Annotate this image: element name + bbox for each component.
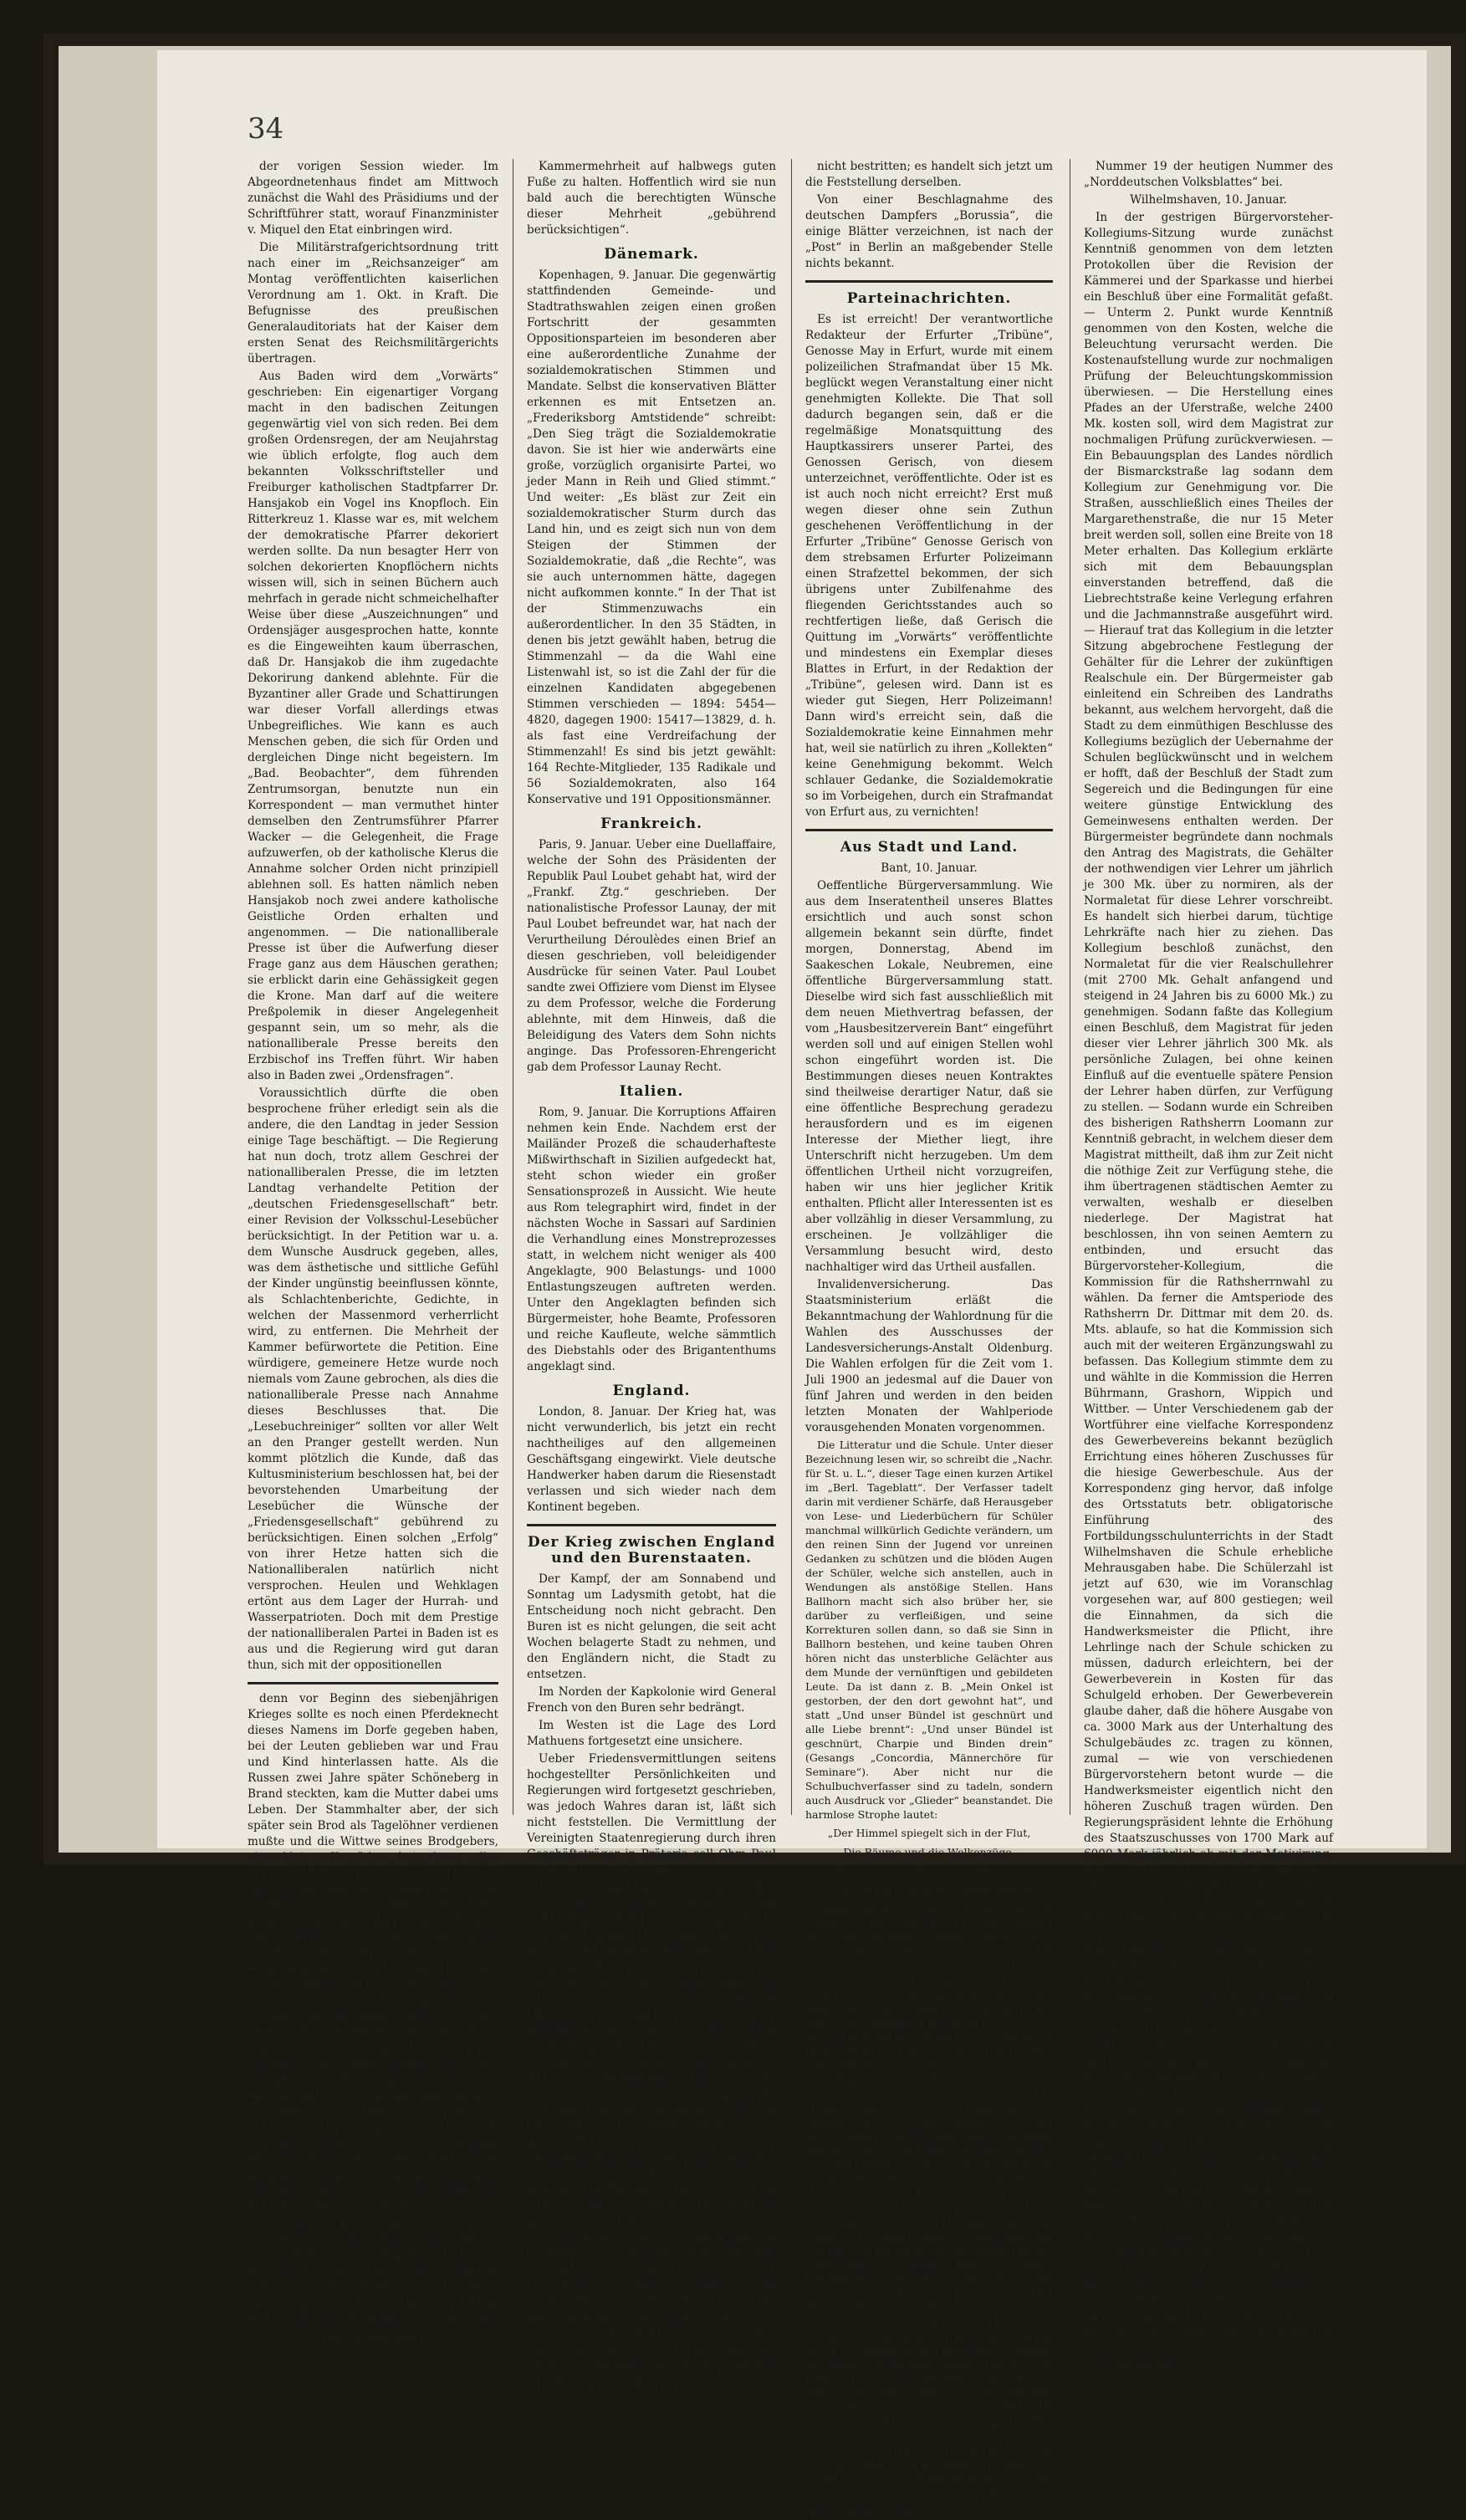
paragraph: Die Militärstrafgerichtsordnung tritt nach einer im „Reichsanzeiger“ am Montag veröffentlichten kaiserlichen Verordnung am 1. Okt. in Kraft. Die Befugnisse des preußischen Generalauditoriats hat der Kaiser dem ersten Senat des Reichsmilitärgerichts übertragen. [248, 241, 498, 365]
paragraph: Die Beschlagnahme deutscher Schiffe, die benützt werden sollte, um die Flottenbegeisterung zu verallgemeinern und den Haß des Volkes gegen England zu schüren, ist im Verlauf der Zeit doch nicht so ganz unbedenklich, scheint auf dem Wege der Verständigung ihre Erledigung zu finden. In Betreff des Dampfers „Bundesrath“ sind nach offiziöser Mittheilung der „Post“ die zur völligen Klarstellung des Falles nothwendigen Erhebungen noch nicht zu Ende gediehen, so daß ein abschließendes Urtheil zur Zeit noch nicht abgegeben werden kann. Die Post des Dampfers „Bundesrath“ wird von dem deutschen Kreuzer „Condor“ nach der Delagoabai befördert. Zur Beschlagnahme des Dampfers „Herzog“ berichtet Reuters Bureau aus Durban vom Sonntag: Der Dampfer „Herzog“ wurde im Norden der Delagoabai in Beschlag genommen und dann dem Prisengericht überantwortet. Der portugiesische Gouverneur des Zambesi-Distrikts befindet sich unter den Passagieren, die nach der Delagoabai gehen wollen. Die Seebehörden boten ihm Fahrt durch die Stadt an einem Regierungsschiff an. [527, 1881, 776, 2323]
section-heading-krieg: Der Krieg zwischen England und den Burenstaaten. [527, 1534, 776, 1567]
paragraph: Nummer 19 der heutigen Nummer des „Norddeutschen Volksblattes“ bei. [1084, 160, 1333, 189]
column-4 [1084, 159, 1333, 2371]
paragraph: der vorigen Session wieder. Im Abgeordnetenhaus findet am Mittwoch zunächst die Wahl des Präsidiums und der Schriftführer statt, worauf Finanzminister v. Miquel den Etat einbringen wird. [248, 160, 498, 237]
section-rule [805, 829, 1053, 831]
section-heading-italien: Italien. [619, 1083, 684, 1100]
paragraph: Die Angelegenheit des Dampfers „Generals“ ist erledigt bis auf die Entschädigungszahlung; die Verpflichtung zu solcher wird englischerseits [527, 2328, 776, 2389]
page-number: 34 [248, 112, 284, 146]
paragraph: Im Westen ist die Lage des Lord Mathuens fortgesetzt eine unsichere. [527, 1719, 776, 1748]
section-heading-daenemark: Dänemark. [604, 246, 699, 263]
paragraph: Von der „Gesundheitswarte“, der vierzehntägig erscheinenden Gratisbeilage unserer [805, 2473, 1053, 2518]
paragraph: Der Kampf, der am Sonnabend und Sonntag um Ladysmith getobt, hat die Entscheidung noch nicht gebracht. Den Buren ist es nicht gelungen, die seit acht Wochen belagerte Stadt zu nehmen, und den Engländern nicht, die Stadt zu entsetzen. [527, 1572, 776, 1681]
poem-line: Wir tauchen darinnen auf und nieder [830, 1865, 1028, 1878]
paragraph: Bürgervorsteher Focken regte sodann die Herabsetzung des Verpflegungssatzes des Krankenhauses für die Krankenkassen an und wünschte Auskunft über den Stand der Dinge. Der Bürgermeister legte sodann seine Antipathie gegen die Herabsetzung zu Tage, wonach er zum Ausdruck brachte, daß der Magistrat nicht einen Kassenbeitrag anzubringen, daß ihm die Sache nicht von der Stelle kommen will. Ihm sei dabei eine Veränderung der Krankenhaus-Verwaltung nicht möglich, da er die Verminderung des Personals im Krankenhause vorhaltbaren hätte, da oder auch nicht, so daß die Stadt den entstehenden Ausfall der Einnahmen tragen müßte. Wenn die Krankenkassen für eine bestimmte Einnahme garantieren würden, ferner wenn die Patienten der Kassen ausschließlich dem Wilhelmshavener [1084, 2040, 1333, 2371]
section-heading-parteinachrichten: Parteinachrichten. [846, 290, 1012, 307]
paragraph: nicht bestritten; es handelt sich jetzt um die Feststellung derselben. [805, 160, 1053, 189]
dateline: Bant, 10. Januar. [881, 861, 978, 875]
poem-line: Spielfüßig die schlanken weißen Glieder.“ [818, 1884, 1040, 1897]
poem-line: Die Bäume und die Wolkenzüge, [843, 1846, 1015, 1858]
section-heading-frankreich: Frankreich. [600, 815, 702, 832]
paragraph: Invalidenversicherung. Das Staatsministerium erläßt die Bekanntmachung der Wahlordnung für die Wahlen des Ausschusses der Landesversicherungs-Anstalt Oldenburg. Die Wahlen erfolgen für die Zeit vom 1. Juli 1900 an jedesmal auf die Dauer von fünf Jahren und werden in den beiden letzten Monaten der Wahlperiode vorausgehenden Monaten vorgenommen. [805, 1278, 1053, 1434]
continued-note: (Fortsetzung folgt.) [324, 2333, 422, 2345]
paragraph: Von einer Beschlagnahme des deutschen Dampfers „Borussia“, die einige Blätter verzeichnen, ist nach der „Post“ in Berlin an maßgebender Stelle nichts bekannt. [805, 193, 1053, 270]
paragraph-small: Die Litteratur und die Schule. Unter dieser Bezeichnung lesen wir, so schreibt die „Nachr. für St. u. L.“, dieser Tage einen kurzen Artikel im „Berl. Tageblatt“. Der Verfasser tadelt darin mit verdiener Schärfe, daß Herausgeber von Lese- und Liederbüchern für Schüler manchmal willkürlich Gedichte verändern, um den reinen Sinn der Jugend vor unreinen Gedanken zu schützen und die blöden Augen der Schüler, welche sich anstellen, auch in Wendungen als anstößige Stellen. Hans Ballhorn macht sich also brüber her, sie darüber zu verfleißigen, und seine Korrekturen sollen dann, so daß sie Sinn in Ballhorn bestehen, und keine tauben Ohren hören nicht das unsterbliche Gelächter aus dem Munde der vernünftigen und gebildeten Leute. Da ist dann z. B. „Mein Onkel ist gestorben, der den dort gewohnt hat“, und statt „Und unser Bündel ist geschnürt und alle Liebe brennt“: „Und unser Bündel ist geschnürt, Charpie und Binden drein“ (Gesangs „Concordia, Männerchöre für Seminare“). Aber nicht nur die Schulbuchverfasser sind zu tadeln, sondern auch Ausdruck vor „Glieder“ beanstandet. Die harmlose Strophe lautet: [805, 1439, 1053, 1821]
paragraph: In der gestrigen Bürgervorsteher-Kollegiums-Sitzung wurde zunächst Kenntniß genommen von dem letzten Protokollen über die Revision der Kämmerei und der Sparkasse und hierbei ein Beschluß über eine Formalität gefaßt. — Unterm 2. Punkt wurde Kenntniß genommen von den Kosten, welche die Beleuchtung verursacht werden. Die Kostenaufstellung wurde zur nochmaligen Prüfung der Beleuchtungskommission überwiesen. — Die Herstellung eines Pfades an der Uferstraße, welche 2400 Mk. kosten soll, wird dem Magistrat zur nochmaligen Prüfung zurückverwiesen. — Ein Bebauungsplan des Landes nördlich der Bismarckstraße lag sodann dem Kollegium zur Genehmigung vor. Die Straßen, ausschließlich eines Theiles der Margarethenstraße, die nur 15 Meter breit werden soll, sollen eine Breite von 18 Meter erhalten. Das Kollegium erklärte sich mit dem Bebauungsplan einverstanden betreffend, daß die Liebrechtstraße keine Verlegung erfahren und die Jachmannstraße ausgeführt wird. — Hierauf trat das Kollegium in die letzter Sitzung abgebrochene Festlegung der Gehälter für die Lehrer der zukünftigen Realschule ein. Der Bürgermeister gab einleitend ein Schreiben des Landraths bekannt, aus welchem hervorgeht, daß die Stadt zu dem einmüthigen Beschlusse des Kollegiums bezüglich der Uebernahme der Schulen beglückwünscht und in welchem er hofft, daß der Beschluß der Stadt zum Segereich und die Bedingungen für eine weitere günstige Entwicklung des Gemeinwesens enthalten werden. Der Bürgermeister begründete dann nochmals den Antrag des Magistrats, die Gehälter der nothwendigen vier Lehrer um jährlich je 300 Mk. über zu normiren, als der Normaletat für diese Lehrer vorschreibt. Es handelt sich hierbei darum, tüchtige Lehrkräfte nach hier zu ziehen. Das Kollegium beschloß zunächst, den Normaletat für die vier Realschullehrer (mit 2700 Mk. Gehalt anfangend und steigend in 24 Jahren bis zu 6000 Mk.) zu genehmigen. Sodann faßte das Kollegium einen Beschluß, dem Magistrat für jeden dieser vier Lehrer jährlich 300 Mk. als persönliche Zulagen, bei ohne keinen Einfluß auf die eventuelle spätere Pension der Lehrer haben dürfen, zur Verfügung zu stellen. — Sodann wurde ein Schreiben des bisherigen Rathsherrn Loomann zur Kenntniß gebracht, in welchem dieser dem Magistrat mittheilt, daß ihm zur Zeit nicht die nöthige Zeit zur Verfügung stehe, die ihm übertragenen städtischen Aemter zu verwalten, weshalb er dieselben niederlege. Der Magistrat hat beschlossen, ihn von seinen Aemtern zu entbinden, und ersucht das Bürgervorsteher-Kollegium, die Kommission für die Rathsherrnwahl zu wählen. Da ferner die Amtsperiode des Rathsherrn Dr. Dittmar mit dem 20. ds. Mts. ablaufe, so hat die Kommission sich auch mit der weiteren Ergänzungswahl zu befassen. Das Kollegium stimmte dem zu und wählte in die Kommission die Herren Bührmann, Grashorn, Wippich und Wittber. — Unter Verschiedenem gab der Wortführer eine vielfache Korrespondenz des Gewerbevereins bekannt bezüglich Errichtung eines höheren Zuschusses für die hiesige Gewerbeschule. Aus der Korrespondenz ging hervor, daß infolge des Ortsstatuts betr. obligatorische Einführung des Fortbildungsschulunterrichts in der Stadt Wilhelmshaven die Schule erhebliche Mehrausgaben habe. Die Schülerzahl ist jetzt auf 630, wie im Voranschlag vorgesehen war, auf 800 gestiegen; weil die Einnahmen, da sich die Handwerksmeister die Pflicht, ihre Lehrlinge nach der Schule schicken zu müssen, dadurch erleichtern, bei der Gewerbeverein in Kosten für das Schulgeld erhoben. Der Gewerbeverein glaube daher, daß die höhere Ausgabe von ca. 3000 Mark aus der Unterhaltung des Schulgebäudes zc. tragen zu können, zumal — wie von verschiedenen Bürgervorstehern betont wurde — die Handwerksmeister eigentlich nicht den höheren Zuschuß tragen würden. Den Regierungspräsident lehnte die Erhöhung des Staatszuschusses von 1700 Mark auf 6000 Mark jährlich ab mit der Motivirung, daß wohl die Ausgaben beschränkt und eine höheres Schulgeld erhoben werden könnte. Ferner sei es nur billig, wenn die Stadt einen höheren Zuschuß leiste, da ja durch die Gewerbeschule der Gewerbestand im Allgemeinen günstig beeinflußt würde. Auf Grund dieses Schreibens ersucht der Gewerbeverein, den Zuschuß der Stadt von jährlich 1500 Mk. auf 2500 Mk. zu erhöhen. Diesem Antrag wird zugestimmt. [1084, 211, 1333, 2036]
paragraph: Kammermehrheit auf halbwegs guten Fuße zu halten. Hoffentlich wird sie nun bald auch die berechtigten Wünsche dieser Mehrheit „gebührend berücksichtigen“. [527, 160, 776, 237]
column-1 [248, 159, 498, 2345]
paragraph-small: Dieses Gedicht enthält, so berichten die „Nachr.“, die „weißen“ Glieder können unlautere Gedanken erregen. Gegen solche Schulbuchverfasser ist nichts zu sagen. Wir können das nur begrüßen. Da ist doch Kindern nicht gut. Der eigentliche Litteratur gefällt werden. Welche sie besser gegen das heimliche Kind, sehen wir es ein: Wir heimlichen Penaten zu ergreifen, hier. Wo und verbart geboren wurde, wo ein Dr. Ostermann lange segensreich wirkte, solle man ungern sein! Unmöglich? — Wie manche Fabel aber vorsichtiger Weise nach, wo 0 Staunen, wir finden in dem vielgebrauchten „Jugendfreunde“ Seite 128 wirklich das Wort „weiße Glieder“ „lange Glieder“. Wie kam das? Kobold Zufall wird wohl beteiligt gewesen sein. Aber diese freudige Anekdote aus dem Tische. Ein paar Lesebuchverfasser haben unter anderm die Märchen im Stillen: „Der Arme und der Reiche“. Der Herr sprach auf die Erde, und vorbei so mit reichen Mann, so verlangte er seinen Lohn, allein ehrlicher Mann hat diesen freundlich aufgenommen und mit den einfachen Gaben seines Tisches, Milch und Kartoffeln, bewirtet. Darauf bescheidene Anfrage: „Was ist denn Schimmes daran?“ Der pädagogisch und litterarisch mehrscheinlich wenig gebildete Herr, der keine Ahnung von der heimlichen Prüfung des Märchens Kirchberg hat, hat als einzig denkbares es sich der Bibel die sinnige poetische Vermenschlichung Gottes ein Greuel ist, meint gelassen: „So ist das Kindern nicht gut, wenn — so sagt: Wie kann so ein Tischer sitzt und ist und trinkt.“ Da können schüchterne Einwendung: „Erzählt uns nicht auch die heilige Schrift, daß Gott bei Abraham zu Tische sitzt und ißt?“ — „Ja, ja — aber doch keine Kartoffeln.“ Tableau. [805, 1903, 1053, 2470]
paragraph: Kopenhagen, 9. Januar. Die gegenwärtig stattfindenden Gemeinde- und Stadtrathswahlen zeigen einen großen Fortschritt der gesammten Oppositionsparteien im besonderen aber eine außerordentliche Zunahme der sozialdemokratischen Stimmen und Mandate. Selbst die konservativen Blätter erkennen es mit Entsetzen an. „Frederiksborg Amtstidende“ schreibt: „Den Sieg trägt die Sozialdemokratie davon. Sie ist hier wie anderwärts eine große, vorzüglich organisirte Partei, wo jeder Mann in Reih und Glied stimmt.“ Und weiter: „Es bläst zur Zeit ein sozialdemokratischer Sturm durch das Land hin, und es zeigt sich nun von dem Steigen der Stimmen der Sozialdemokratie, daß „die Rechte“, was sie auch unternommen hätte, dagegen nicht aufkommen konnte.“ In der That ist der Stimmenzuwachs ein außerordentlicher. In den 35 Städten, in denen bis jetzt gewählt haben, betrug die Stimmenzahl — da die Wahl eine Listenwahl ist, so ist die Zahl der für die einzelnen Kandidaten abgegebenen Stimmen verschieden — 1894: 5454—4820, dagegen 1900: 15417—13829, d. h. als fast eine Verdreifachung der Stimmenzahl! Es sind bis jetzt gewählt: 164 Rechte-Mitglieder, 135 Radikale und 56 Sozialdemokraten, also 164 Konservative und 191 Oppositionsmänner. [527, 268, 776, 806]
newspaper-page [157, 50, 1427, 2518]
poem-line: „Der Himmel spiegelt sich in der Flut, [827, 1827, 1031, 1839]
column-2 [527, 159, 776, 2389]
column-rule [791, 159, 792, 1815]
paragraph: Ueber Friedensvermittlungen seitens hochgestellter Persönlichkeiten und Regierungen wird fortgesetzt geschrieben, was jedoch Wahres daran ist, läßt sich nicht feststellen. Die Vermittlung der Vereinigten Staatenregierung durch ihren Geschäftsträger in Prätoria soll Ohm Paul höflichst abgelehnt haben. [527, 1752, 776, 1877]
paragraph: Voraussichtlich dürfte die oben besprochene früher erledigt sein als die andere, die den Landtag in jeder Session einige Tage beschäftigt. — Die Regierung hat nun doch, trotz allem Geschrei der nationalliberalen Presse, die im letzten Landtag verhandelte Petition der „deutschen Friedensgesellschaft“ betr. einer Revision der Volksschul-Lesebücher berücksichtigt. In der Petition war u. a. dem Wunsche Ausdruck gegeben, alles, was dem ästhetische und sittliche Gefühl der Kinder ungünstig beeinflussen könnte, als Schlachtenberichte, Gedichte, in welchen der Massenmord verherrlicht wird, zu entfernen. Die Mehrheit der Kammer befürwortete die Petition. Eine würdigere, gemeinere Hetze wurde noch niemals vom Zaune gebrochen, als dies die nationalliberale Presse nach Annahme dieses Beschlusses that. Die „Lesebuchreiniger“ sollten vor aller Welt an den Pranger gestellt werden. Nun kommt plötzlich die Kunde, daß das Kultusministerium beschlossen hat, bei der bevorstehenden Umarbeitung der Lesebücher die Wünsche der „Friedensgesellschaft“ gebührend zu berücksichtigen. Einen solchen „Erfolg“ von ihrer Hetze hatten sich die Nationalliberalen natürlich nicht versprochen. Heulen und Wehklagen ertönt aus dem Lager der Hurrah- und Wasserpatrioten. Doch mit dem Prestige der nationalliberalen Partei in Baden ist es aus und die Regierung wird gut daran thun, sich mit der oppositionellen [248, 1086, 498, 1672]
column-3 [805, 159, 1053, 2518]
paragraph: Aus Baden wird dem „Vorwärts“ geschrieben: Ein eigenartiger Vorgang macht in den badischen Zeitungen gegenwärtig viel von sich reden. Bei dem großen Ordensregen, der am Neujahrstag wie üblich erfolgte, flog auch dem bekannten Volksschriftsteller und Freiburger katholischen Stadtpfarrer Dr. Hansjakob ein Vogel ins Knopfloch. Ein Ritterkreuz 1. Klasse war es, mit welchem der demokratische Pfarrer dekoriert werden sollte. Da nun besagter Herr von solchen dekorierten Knopflöchern nichts wissen will, sich in seinen Büchern auch mehrfach in gerade nicht schmeichelhafter Weise über diese „Auszeichnungen“ und Ordensjäger ausgesprochen hatte, konnte es die Eingeweihten kaum überraschen, daß Dr. Hansjakob die ihm zugedachte Dekorirung dankend ablehnte. Für die Byzantiner aller Grade und Schattirungen war dieser Vorfall allerdings etwas Unbegreifliches. Wie kann es auch Menschen geben, die sich für Orden und dergleichen Dinge nicht begeistern. Im „Bad. Beobachter“, dem führenden Zentrumsorgan, benutzte nun ein Korrespondent — man vermuthet hinter demselben den Zentrumsführer Pfarrer Wacker — die Gelegenheit, die Frage aufzuwerfen, ob der katholische Klerus die Annahme solcher Orden nicht prinzipiell ablehnen soll. Es hatten nämlich neben Hansjakob noch zwei andere katholische Geistliche Orden erhalten und angenommen. — Die nationalliberale Presse ist über die Aufwerfung dieser Frage ganz aus dem Häuschen gerathen; sie erblickt darin eine Gehässigkeit gegen die Krone. Man darf auf die weitere Preßpolemik in dieser Angelegenheit gespannt sein, um so mehr, als die nationalliberale Presse bereits den Erzbischof ins Treffen führt. Wir haben also in Baden zwei „Ordensfragen“. [248, 370, 498, 1082]
section-heading-stadt-und-land: Aus Stadt und Land. [840, 839, 1019, 856]
paragraph: Paris, 9. Januar. Ueber eine Duellaffaire, welche der Sohn des Präsidenten der Republik Paul Loubet gehabt hat, wird der „Frankf. Ztg.“ geschrieben. Der nationalistische Professor Launay, der mit Paul Loubet befreundet war, hat nach der Verurtheilung Déroulèdes einen Brief an diesen geschrieben, voll beleidigender Ausdrücke für seinen Vater. Paul Loubet sandte zwei Offiziere vom Dienst im Elysee zu dem Professor, welche die Forderung ablehnte, mit dem Hinweis, daß die Beleidigung des Vaters dem Sohn nichts anginge. Das Professoren-Ehrengericht gab dem Professor Launay Recht. [527, 838, 776, 1074]
section-heading-england: England. [612, 1383, 691, 1399]
section-rule [527, 1524, 776, 1526]
feuilleton-rule [248, 1682, 498, 1684]
paragraph: London, 8. Januar. Der Krieg hat, was nicht verwunderlich, bis jetzt ein recht nachtheiliges auf den allgemeinen Geschäftsgang eingewirkt. Viele deutsche Handwerker haben darum die Riesenstadt verlassen und sich wieder nach dem Kontinent begeben. [527, 1405, 776, 1514]
paragraph: Oeffentliche Bürgerversammlung. Wie aus dem Inseratentheil unseres Blattes ersichtlich und auch sonst schon allgemein bekannt sein dürfte, findet morgen, Donnerstag, Abend im Saakeschen Lokale, Neubremen, eine öffentliche Bürgerversammlung statt. Dieselbe wird sich fast ausschließlich mit dem neuen Miethvertrag befassen, der vom „Hausbesitzerverein Bant“ eingeführt werden soll und auf einigen Stellen wohl schon eingeführt worden ist. Die Bestimmungen dieses neuen Kontraktes sind theilweise derartiger Natur, daß sie eine öffentliche Besprechung geradezu herausfordern und es im eigenen Interesse der Miether liegt, ihre Unterschrift nicht herzugeben. Um dem öffentlichen Urtheil nicht vorzugreifen, haben wir uns hier jeglicher Kritik enthalten. Pflicht aller Interessenten ist es aber vollzählig in dieser Versammlung, zu erscheinen. Je vollzähliger die Versammlung besucht wird, desto nachhaltiger wird das Urtheil ausfallen. [805, 879, 1053, 1274]
paragraph: Rom, 9. Januar. Die Korruptions Affairen nehmen kein Ende. Nachdem erst der Mailänder Prozeß die schauderhafteste Mißwirthschaft in Sizilien aufgedeckt hat, steht schon wieder ein großer Sensationsprozeß in Aussicht. Wie heute aus Rom telegraphirt wird, findet in der nächsten Woche in Sassari auf Sardinien die Verhandlung eines Monstreprozesses statt, in welchem nicht weniger als 400 Angeklagte, 900 Belastungs- und 1000 Entlastungszeugen auftreten werden. Unter den Angeklagten befinden sich Bürgermeister, hohe Beamte, Professoren und reiche Kaufleute, welche sämmtlich des Diebstahls oder des Brigantenthums angeklagt sind. [527, 1106, 776, 1373]
feuilleton-paragraph: denn vor Beginn des siebenjährigen Krieges sollte es noch einen Pferdeknecht dieses Namens im Dorfe gegeben haben, bei der Leuten geblieben war und Frau und Kind hinterlassen hatte. Als die Russen zwei Jahre später Schöneberg in Brand steckten, kam die Mutter dabei ums Leben. Der Stammhalter aber, der sich später sein Brod als Tagelöhner verdienen mußte und die Wittwe seines Brodgebers, eines kleinen Kossäthen, heirathete, sollte der Großvater des jetzigen Familienoberhauptes gewesen sein. Die Chronik des Dorfes sprach wenigstens dafür. Martin Hans, der jetzige Millionär, wollte nichts davon wissen; wenigstens bestritt er diese Verwandtschaft auf das Entschiedenste. Köppke aus Köpenick klinge schon so überzeugend, daß Jedermann die Abstammung von dem Hühner einsehen müsse, meinte er. Damit wies er jede Beziehung zu der „Seitenlinie“ weit von sich; am meisten aber den „Pferdeknecht“, dessen Erwähnung er sich energisch verbat. Ja, in seinem Eigendünkel ging er so weit, fest und steif zu behaupten, daß der Name Köppke eng mit der Gründung von Köpenick zusammenhänge, und daß die Köppkes jedenfalls eine große Rolle gespielt haben müßten. Seitdem er diesen witzigen Einfall bekommen hatte, tischte er ihn Jedem auf, der sich für seine Familie interessirte. Eines Tages — es war vor zwanzig Jahren — hatte er ihn aber mit seinem Namendünkel übel heimgeleuchtet, denn ein Bauer die Behauptung aufstellte, Köppke komme eigentlich von „fauler Kopp“ her. Es gab viel Lachen darüber, und seitdem war er vorsichtiger geworden. [248, 1692, 498, 2325]
paragraph: Im Norden der Kapkolonie wird General French von den Buren sehr bedrängt. [527, 1685, 776, 1715]
paragraph: Es ist erreicht! Der verantwortliche Redakteur der Erfurter „Tribüne“, Genosse May in Erfurt, wurde mit einem polizeilichen Strafmandat über 15 Mk. beglückt wegen Veranstaltung einer nicht genehmigten Kollekte. Die That soll dadurch begangen sein, daß er die regelmäßige Monatsquittung des Hauptkassirers unserer Partei, des Genossen Gerisch, von diesem unterzeichnet, veröffentlichte. Oder ist es ist auch noch nicht erreicht? Erst muß wegen dieser ohne sein Zuthun geschehenen Veröffentlichung in der Erfurter „Tribüne“ Genosse Gerisch von dem strebsamen Erfurter Polizeimann einen Strafzettel bekommen, der sich übrigens unter Zubilfenahme des fliegenden Gerichtsstandes auch so rechtfertigen ließe, daß Gerisch die Quittung im „Vorwärts“ veröffentlichte und mindestens ein Exemplar dieses Blattes in Erfurt, in der Redaktion der „Tribüne“, gelesen wird. Dann ist es wieder gut Siegen, Herr Polizeimann! Dann wird's erreicht sein, daß die Sozialdemokratie keine Einnahmen mehr hat, weil sie natürlich zu ihren „Kollekten“ keine Genehmigung bekommt. Welch schlauer Gedanke, die Sozialdemokratie so im Vorbeigehen, durch ein Strafmandat von Erfurt aus, zu vernichten! [805, 313, 1053, 819]
dateline: Wilhelmshaven, 10. Januar. [1130, 193, 1287, 207]
section-rule [805, 280, 1053, 283]
